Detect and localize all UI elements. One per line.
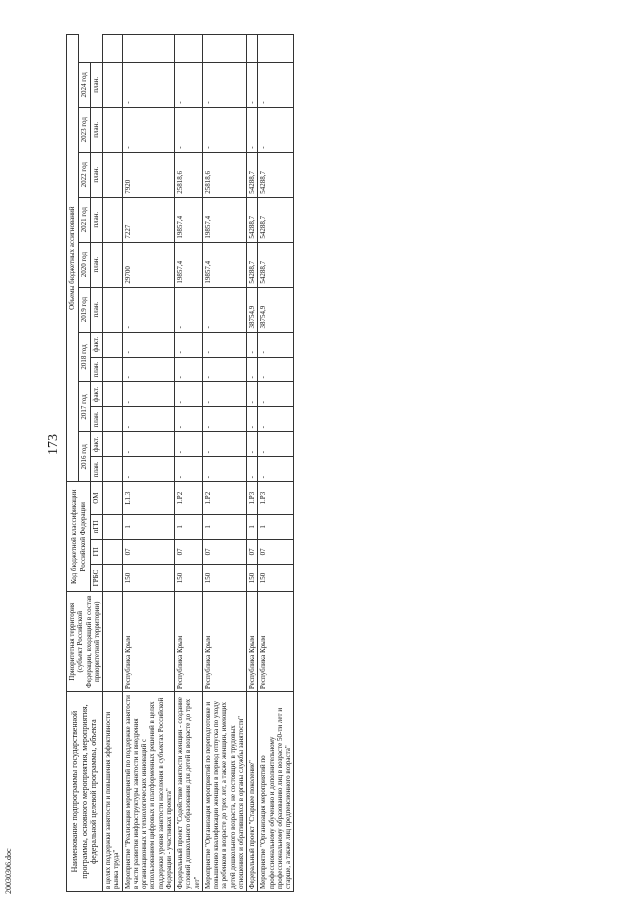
row-value-cell: - [175, 62, 203, 107]
row-value-cell: - [247, 357, 258, 382]
row-om-cell: 1.Р2 [175, 482, 203, 515]
row-value-cell: - [122, 332, 175, 357]
row-value-cell: - [258, 382, 294, 407]
row-value-cell: - [175, 357, 203, 382]
row-value-cell [103, 197, 123, 242]
row-value-cell: - [202, 107, 246, 152]
footer-file-name: 20030306.doc [4, 848, 13, 894]
row-name-cell: Федеральный проект "Старшее поколение" [247, 692, 258, 892]
header-year-2023: 2023 год [79, 107, 91, 152]
row-value-cell: - [247, 107, 258, 152]
header-year-2020: 2020 год [79, 242, 91, 287]
row-gp-cell: 07 [122, 539, 175, 564]
header-plan: план. [91, 242, 103, 287]
row-pgp-cell: 1 [122, 514, 175, 539]
header-code-om: ОМ [91, 482, 103, 515]
row-value-cell [103, 62, 123, 107]
table-row [247, 35, 258, 892]
row-value-cell: - [122, 287, 175, 332]
row-value-cell: - [247, 457, 258, 482]
row-value-cell [103, 357, 123, 382]
row-value-cell: 38754,9 [247, 287, 258, 332]
header-name: Наименование подпрограммы государственной программы, основного мероприятия, мероприятия, федеральной целевой программы, объекта [67, 692, 103, 892]
row-value-cell: 54288,7 [247, 242, 258, 287]
row-pgp-cell: 1 [202, 514, 246, 539]
row-value-cell: - [202, 457, 246, 482]
row-value-cell: - [175, 457, 203, 482]
row-territory-cell: Республика Крым [122, 592, 175, 692]
header-plan: план. [91, 107, 103, 152]
row-name-cell: Мероприятие "Организация мероприятий по профессиональному обучению и дополнительному профессиональному образованию лиц в возрасте 50-ти лет и старше, а также лиц предпенсионного возраста" [258, 692, 294, 892]
row-om-cell: 1.Р3 [247, 482, 258, 515]
header-year-2018: 2018 год [79, 332, 91, 382]
row-value-cell: - [175, 432, 203, 457]
header-plan: план. [91, 287, 103, 332]
row-value-cell [247, 35, 258, 63]
row-territory-cell: Республика Крым [258, 592, 294, 692]
row-value-cell: - [258, 107, 294, 152]
row-om-cell: L1.3 [122, 482, 175, 515]
row-value-cell: - [175, 332, 203, 357]
row-value-cell: - [122, 357, 175, 382]
row-value-cell: 25818,6 [175, 152, 203, 197]
row-grbs-cell: 150 [202, 564, 246, 591]
row-value-cell: - [247, 407, 258, 432]
row-value-cell: - [247, 382, 258, 407]
row-value-cell: 54288,7 [258, 242, 294, 287]
header-territory: Приоритетная территория (субъект Российской Федерации, входящий в состав приоритетной территории) [67, 592, 103, 692]
row-value-cell: - [202, 287, 246, 332]
row-pgp-cell [103, 514, 123, 539]
row-value-cell: - [258, 407, 294, 432]
row-value-cell: - [258, 432, 294, 457]
header-plan: план. [91, 457, 103, 482]
row-om-cell [103, 482, 123, 515]
row-value-cell: - [122, 62, 175, 107]
row-territory-cell [103, 592, 123, 692]
row-value-cell: - [247, 332, 258, 357]
row-grbs-cell [103, 564, 123, 591]
row-value-cell [103, 407, 123, 432]
header-plan: план. [91, 357, 103, 382]
row-gp-cell: 07 [258, 539, 294, 564]
row-value-cell [103, 457, 123, 482]
row-value-cell: - [122, 407, 175, 432]
row-value-cell: - [202, 357, 246, 382]
row-value-cell: 19857,4 [175, 197, 203, 242]
row-value-cell: - [258, 332, 294, 357]
row-value-cell: - [202, 62, 246, 107]
header-year-2019: 2019 год [79, 287, 91, 332]
row-value-cell: - [122, 457, 175, 482]
row-value-cell: 54288,7 [247, 197, 258, 242]
row-value-cell: - [122, 382, 175, 407]
budget-table-sheet [66, 34, 640, 892]
header-year-2021: 2021 год [79, 197, 91, 242]
header-year-2017: 2017 год [79, 382, 91, 432]
row-value-cell [258, 35, 294, 63]
row-value-cell [103, 432, 123, 457]
row-value-cell [103, 152, 123, 197]
table-row [175, 35, 203, 892]
header-code-gp: ГП [91, 539, 103, 564]
row-om-cell: 1.Р2 [202, 482, 246, 515]
row-value-cell [103, 287, 123, 332]
row-om-cell: 1.Р3 [258, 482, 294, 515]
budget-table [66, 34, 294, 892]
row-territory-cell: Республика Крым [202, 592, 246, 692]
table-row [202, 35, 246, 892]
row-value-cell: - [175, 287, 203, 332]
row-value-cell [103, 107, 123, 152]
header-plan: план. [91, 197, 103, 242]
row-value-cell: 7920 [122, 152, 175, 197]
row-value-cell: - [202, 332, 246, 357]
row-value-cell: 7227 [122, 197, 175, 242]
row-pgp-cell: 1 [247, 514, 258, 539]
header-budget-code: Код бюджетной классификации Российской Федерации [67, 482, 91, 592]
row-value-cell: 38754,9 [258, 287, 294, 332]
row-value-cell: - [258, 457, 294, 482]
row-territory-cell: Республика Крым [175, 592, 203, 692]
header-code-grbs: ГРБС [91, 564, 103, 591]
page-number: 173 [46, 434, 61, 455]
row-territory-cell: Республика Крым [247, 592, 258, 692]
row-value-cell: - [202, 407, 246, 432]
row-value-cell: - [175, 407, 203, 432]
row-value-cell: - [247, 62, 258, 107]
row-name-cell: Федеральный проект "Содействие занятости женщин - создание условий дошкольного образования для детей в возрасте до трех лет" [175, 692, 203, 892]
header-fact: факт. [91, 382, 103, 407]
row-value-cell: - [175, 382, 203, 407]
header-code-pgp: пГП [91, 514, 103, 539]
row-name-cell: Мероприятие "Организация мероприятий по переподготовке и повышению квалификации женщин в период отпуска по уходу за ребенком в возрасте до трех лет, а также женщин, имеющих детей дошкольного возраста, не состоящих в трудовых отношениях и обратившихся в органы службы занятости" [202, 692, 246, 892]
row-gp-cell: 07 [202, 539, 246, 564]
row-value-cell: - [258, 62, 294, 107]
row-value-cell [103, 382, 123, 407]
row-value-cell: 54288,7 [247, 152, 258, 197]
table-row [258, 35, 294, 892]
row-pgp-cell: 1 [175, 514, 203, 539]
row-gp-cell: 07 [247, 539, 258, 564]
table-row [122, 35, 175, 892]
row-gp-cell [103, 539, 123, 564]
row-grbs-cell: 150 [122, 564, 175, 591]
row-value-cell: - [202, 432, 246, 457]
row-grbs-cell: 150 [175, 564, 203, 591]
table-row [103, 35, 123, 892]
row-value-cell: - [122, 432, 175, 457]
row-value-cell: - [122, 107, 175, 152]
row-pgp-cell: 1 [258, 514, 294, 539]
row-value-cell: 19857,4 [202, 242, 246, 287]
row-value-cell [103, 35, 123, 63]
header-fact: факт. [91, 432, 103, 457]
row-name-cell: Мероприятие "Реализация мероприятий по поддержке занятости в части развития инфраструктуры занятости и внедрения организационных и технологических инноваций с использованием цифровых и платформенных решений в целях поддержки уровня занятости населения в субъектах Российской Федерации - участниках проекта" [122, 692, 175, 892]
row-value-cell [175, 35, 203, 63]
row-value-cell: - [247, 432, 258, 457]
row-value-cell: 54288,7 [258, 152, 294, 197]
row-value-cell [122, 35, 175, 63]
header-plan: план. [91, 407, 103, 432]
row-value-cell [103, 242, 123, 287]
header-fact: факт. [91, 332, 103, 357]
row-value-cell: 25818,6 [202, 152, 246, 197]
header-plan: план. [91, 152, 103, 197]
row-gp-cell: 07 [175, 539, 203, 564]
row-value-cell: 54288,7 [258, 197, 294, 242]
row-value-cell [202, 35, 246, 63]
header-year-2024: 2024 год [79, 62, 91, 107]
row-value-cell [103, 332, 123, 357]
row-grbs-cell: 150 [258, 564, 294, 591]
row-value-cell: - [202, 382, 246, 407]
header-volumes: Объемы бюджетных ассигнований [67, 35, 79, 482]
row-value-cell: - [258, 357, 294, 382]
header-plan: план. [91, 62, 103, 107]
row-grbs-cell: 150 [247, 564, 258, 591]
header-year-2016: 2016 год [79, 432, 91, 482]
row-value-cell: 29700 [122, 242, 175, 287]
header-year-2022: 2022 год [79, 152, 91, 197]
row-value-cell: 19857,4 [175, 242, 203, 287]
row-value-cell: 19857,4 [202, 197, 246, 242]
row-value-cell: - [175, 107, 203, 152]
row-name-cell: в целях поддержки занятости и повышения эффективности рынка труда" [103, 692, 123, 892]
